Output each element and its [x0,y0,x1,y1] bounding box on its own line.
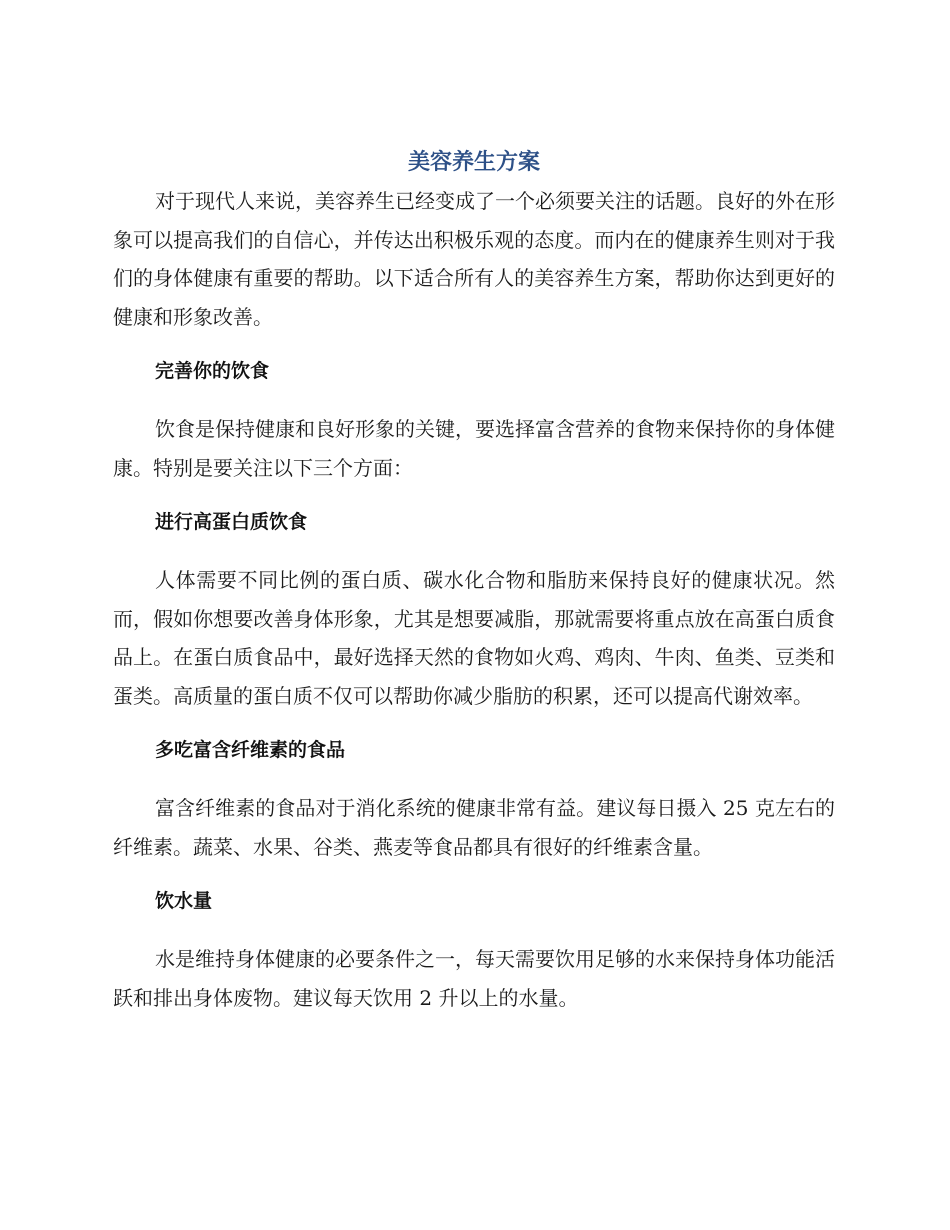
section-heading-fiber: 多吃富含纤维素的食品 [155,739,346,761]
section-heading-diet: 完善你的饮食 [155,360,270,382]
document-page [113,148,835,1017]
section-paragraph-fiber: 富含纤维素的食品对于消化系统的健康非常有益。建议每日摄入 25 克左右的纤维素。蔬菜、水果、谷类、燕麦等食品都具有很好的纤维素含量。 [113,796,835,859]
page-title: 美容养生方案 [407,150,540,175]
section-heading-protein: 进行高蛋白质饮食 [155,511,308,533]
section-paragraph-protein: 人体需要不同比例的蛋白质、碳水化合物和脂肪来保持良好的健康状况。然而，假如你想要改善身体形象，尤其是想要减脂，那就需要将重点放在高蛋白质食品上。在蛋白质食品中，最好选择天然的食物如火鸡、鸡肉、牛肉、鱼类、豆类和蛋类。高质量的蛋白质不仅可以帮助你减少脂肪的积累，还可以提高代谢效率。 [113,568,835,708]
section-heading-water: 饮水量 [155,890,213,912]
intro-paragraph: 对于现代人来说，美容养生已经变成了一个必须要关注的话题。良好的外在形象可以提高我们的自信心，并传达出积极乐观的态度。而内在的健康养生则对于我们的身体健康有重要的帮助。以下适合所有人的美容养生方案，帮助你达到更好的健康和形象改善。 [113,189,835,329]
section-paragraph-diet: 饮食是保持健康和良好形象的关键，要选择富含营养的食物来保持你的身体健康。特别是要关注以下三个方面： [113,417,835,480]
section-paragraph-water: 水是维持身体健康的必要条件之一，每天需要饮用足够的水来保持身体功能活跃和排出身体废物。建议每天饮用 2 升以上的水量。 [113,947,835,1010]
